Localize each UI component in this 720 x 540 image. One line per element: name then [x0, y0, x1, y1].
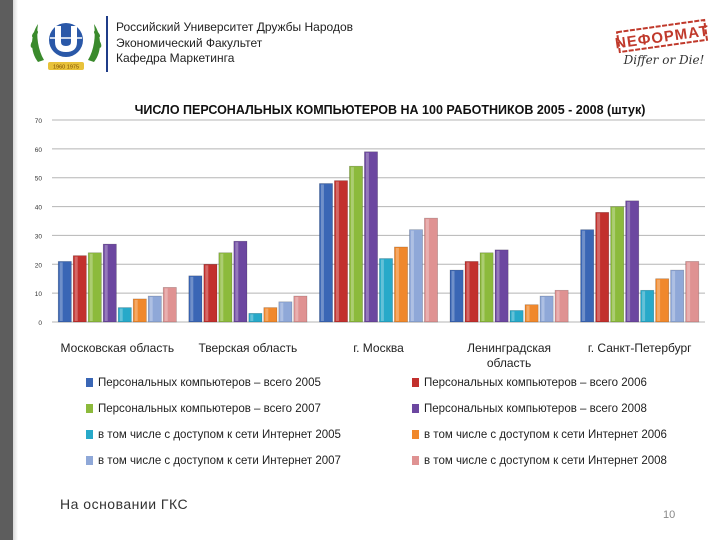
bar-highlight [105, 245, 108, 321]
x-tick-label: область [486, 356, 532, 370]
y-tick-label: 20 [34, 262, 42, 270]
bar-highlight [497, 251, 500, 321]
legend-label: в том числе с доступом к сети Интернет 2006 [424, 429, 667, 441]
bar-highlight [220, 254, 223, 321]
chart-title: ЧИСЛО ПЕРСОНАЛЬНЫХ КОМПЬЮТЕРОВ НА 100 РАБОТНИКОВ 2005 - 2008 (штук) [134, 103, 646, 117]
bar-highlight [381, 260, 384, 321]
legend-label: в том числе с доступом к сети Интернет 2005 [98, 429, 341, 441]
bar-highlight [120, 309, 123, 321]
x-axis [61, 341, 693, 370]
department-name: Кафедра Маркетинга [116, 51, 235, 65]
x-tick-label: Ленинградская [467, 341, 552, 355]
bar-highlight [657, 280, 660, 321]
y-tick-label: 0 [38, 320, 42, 327]
bar-highlight [467, 262, 470, 321]
legend-swatch [86, 430, 93, 439]
stamp-text: NEФОРМАТ [614, 22, 711, 53]
x-tick-label: Московская область [60, 341, 175, 355]
legend-swatch [412, 378, 419, 387]
x-tick-label: г. Санкт-Петербург [587, 341, 692, 355]
y-tick-label: 50 [34, 175, 42, 183]
y-tick-label: 10 [34, 291, 42, 299]
bar-chart [0, 95, 720, 490]
bar-highlight [265, 309, 268, 321]
legend-swatch [86, 378, 93, 387]
bar-highlight [336, 182, 339, 321]
bar-highlight [205, 265, 208, 321]
legend-swatch [86, 456, 93, 465]
bar-highlight [687, 262, 690, 321]
bar-highlight [411, 231, 414, 321]
y-tick-label: 70 [34, 118, 42, 125]
legend-label: Персональных компьютеров – всего 2008 [424, 403, 647, 415]
y-tick-label: 30 [34, 233, 42, 241]
stamp-tagline: Differ or Die! [623, 53, 705, 67]
bar-highlight [557, 291, 560, 321]
bar-highlight [250, 314, 253, 321]
bar-highlight [135, 300, 138, 321]
legend-label: Персональных компьютеров – всего 2005 [98, 377, 321, 389]
bar-highlight [527, 306, 530, 321]
x-tick-label: г. Москва [353, 341, 404, 355]
university-logo [28, 12, 104, 74]
legend-label: в том числе с доступом к сети Интернет 2008 [424, 455, 667, 467]
source-note: На основании ГКС [60, 496, 189, 512]
bar-highlight [582, 231, 585, 321]
bar-highlight [75, 257, 78, 321]
y-tick-label: 40 [34, 204, 42, 212]
bar-highlight [627, 202, 630, 321]
legend-label: в том числе с доступом к сети Интернет 2007 [98, 455, 341, 467]
y-tick-label: 60 [34, 146, 42, 154]
legend [86, 377, 667, 467]
bar-highlight [542, 297, 545, 321]
bar-highlight [60, 262, 63, 321]
logo-ribbon-text: 1960 1975 [53, 64, 79, 71]
bar-highlight [150, 297, 153, 321]
x-tick-label: Тверская область [198, 341, 298, 355]
faculty-name: Экономический Факультет [116, 35, 263, 50]
bar-highlight [396, 248, 399, 321]
bar-highlight [612, 208, 615, 321]
bar-highlight [190, 277, 193, 321]
bar-highlight [295, 297, 298, 321]
bar-highlight [165, 288, 168, 321]
bar-highlight [512, 311, 515, 321]
bar-highlight [672, 271, 675, 321]
bar-highlight [351, 167, 354, 321]
bar-highlight [482, 254, 485, 321]
legend-swatch [412, 456, 419, 465]
legend-label: Персональных компьютеров – всего 2007 [98, 403, 321, 415]
university-heading [116, 20, 353, 67]
y-axis [35, 118, 43, 327]
neformat-stamp-logo [612, 18, 712, 70]
bar-highlight [235, 242, 238, 321]
bar-highlight [597, 213, 600, 321]
legend-swatch [412, 430, 419, 439]
bar-highlight [452, 271, 455, 321]
bar-highlight [90, 254, 93, 321]
bar-highlight [366, 153, 369, 321]
bar-highlight [426, 219, 429, 321]
bar-highlight [321, 184, 324, 321]
legend-swatch [86, 404, 93, 413]
bar-highlight [642, 291, 645, 321]
university-name: Российский Университет Дружбы Народов [116, 20, 353, 34]
header-divider [106, 16, 108, 72]
bar-highlight [280, 303, 283, 321]
slide-number: 10 [663, 509, 676, 521]
legend-swatch [412, 404, 419, 413]
legend-label: Персональных компьютеров – всего 2006 [424, 377, 647, 389]
